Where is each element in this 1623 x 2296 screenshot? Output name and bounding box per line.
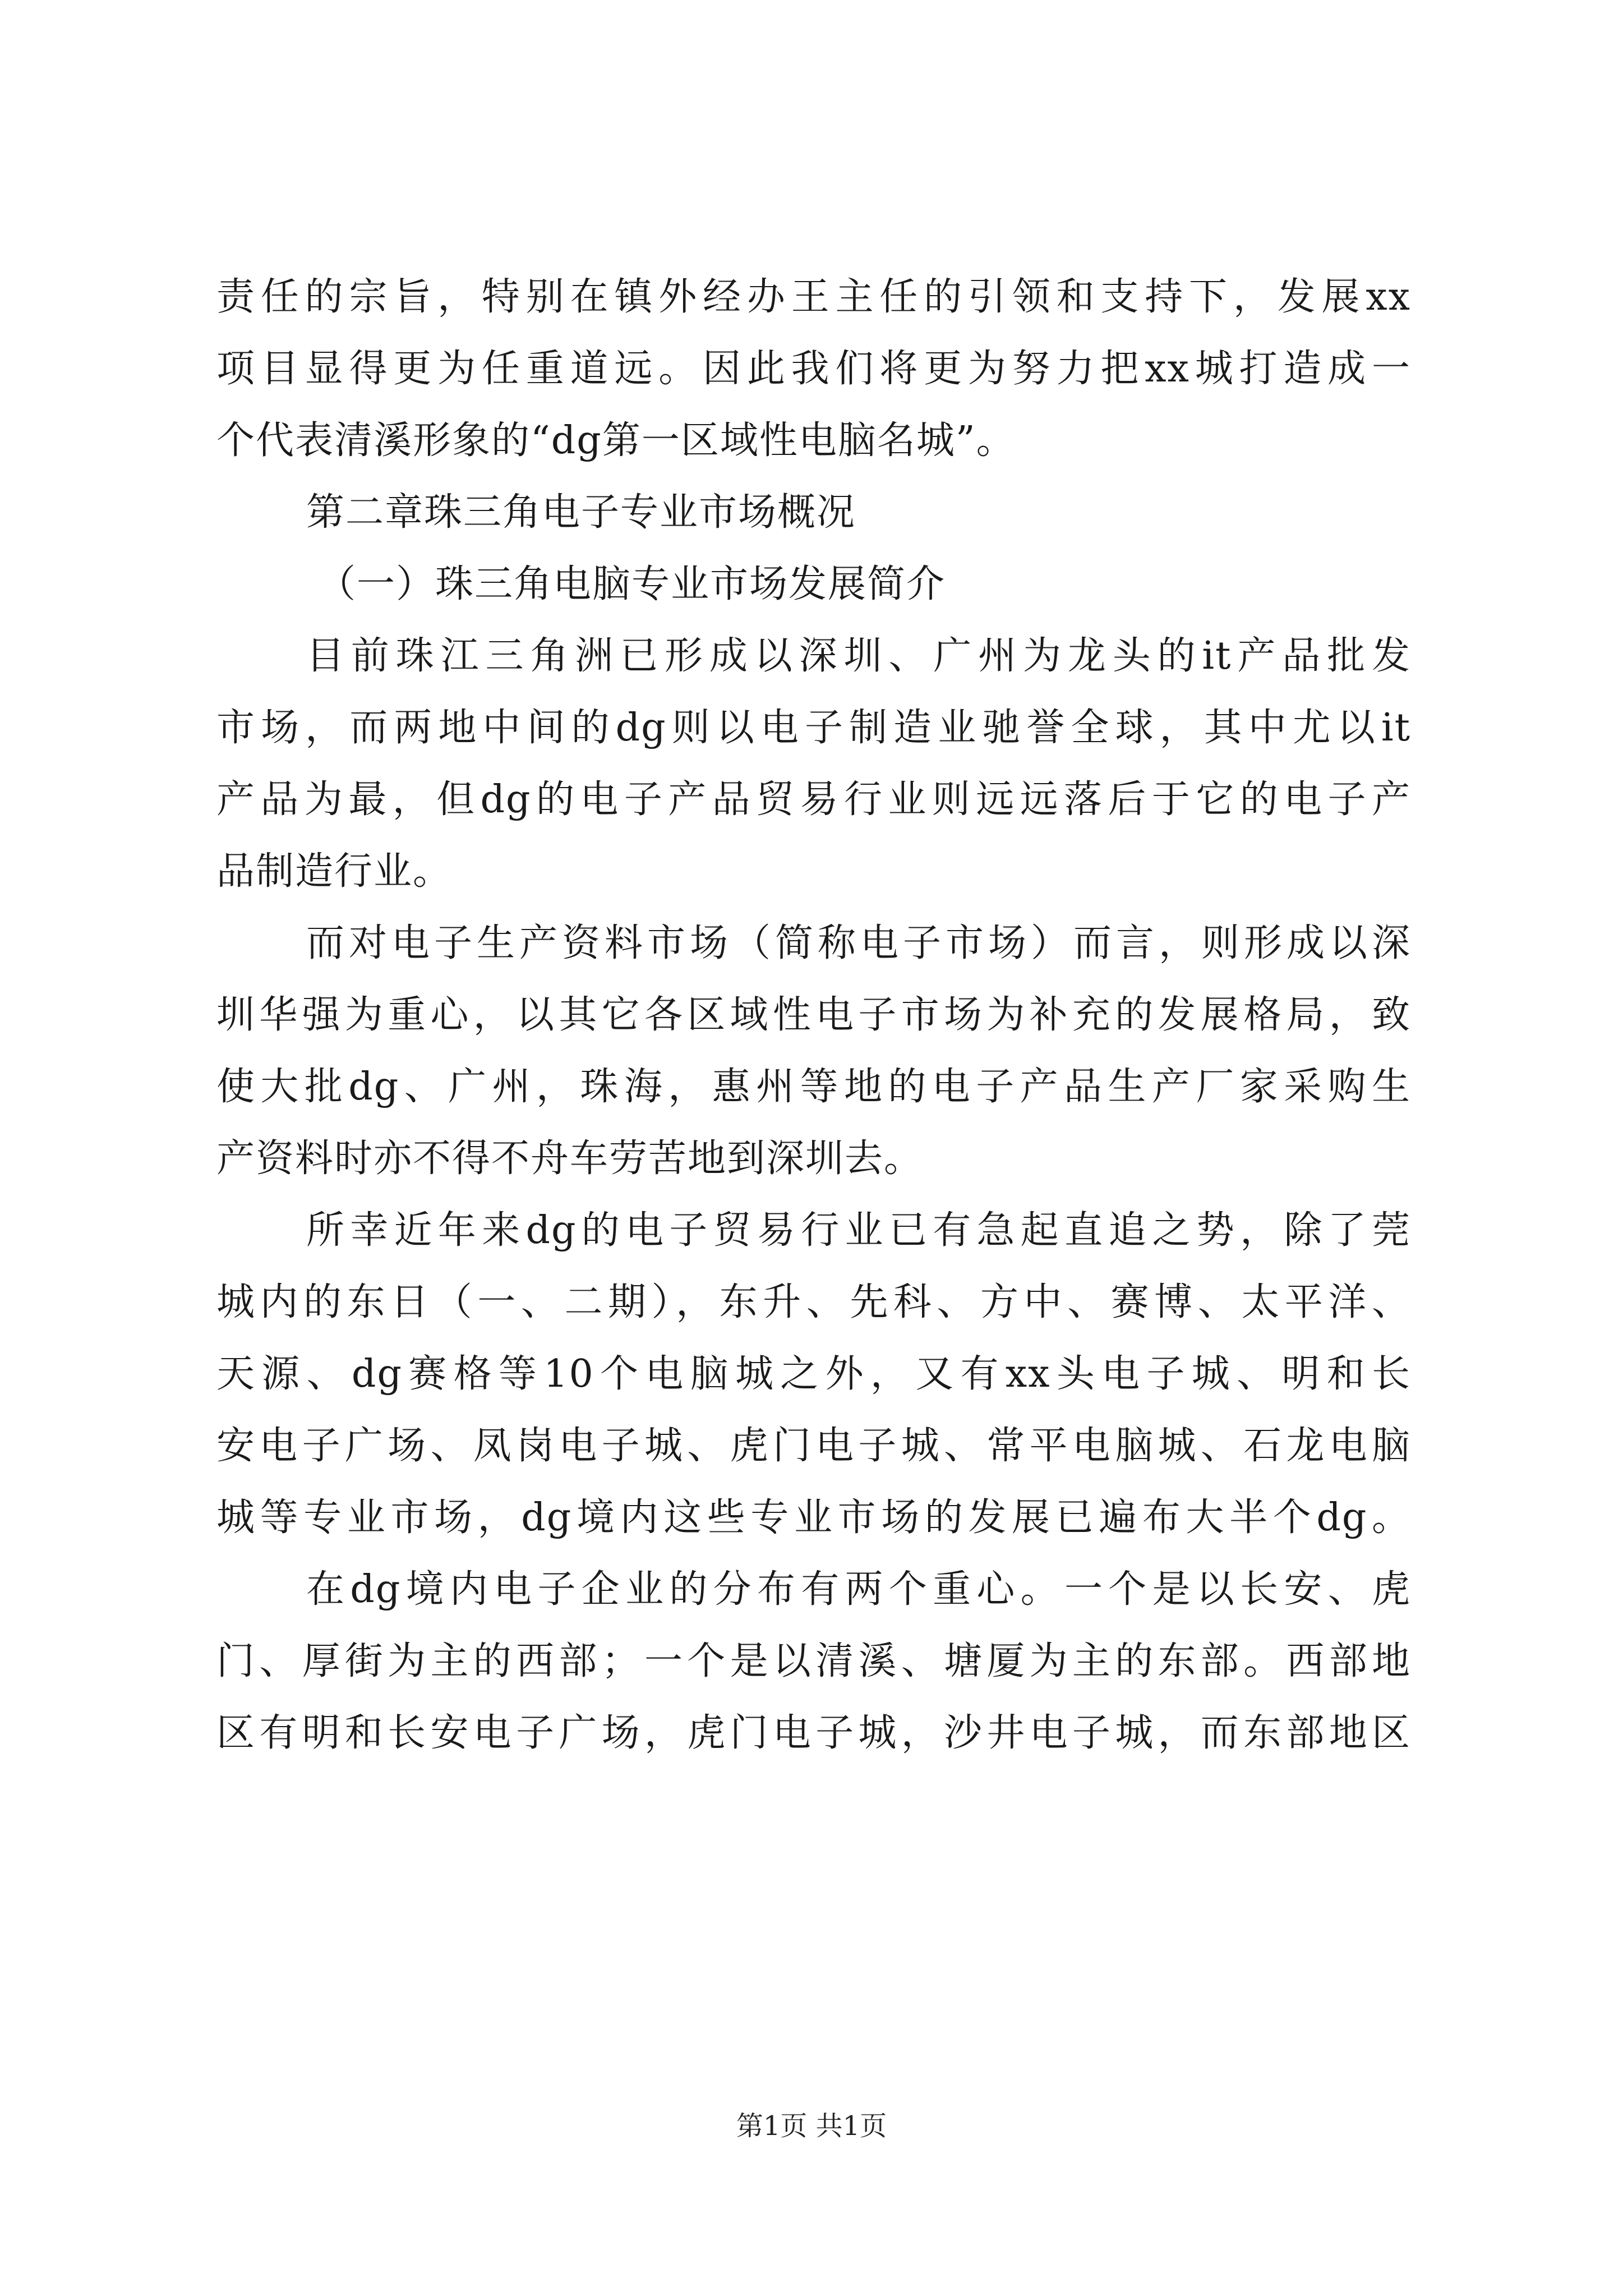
paragraph-line: 区有明和长安电子广场，虎门电子城，沙井电子城，而东部地区	[216, 1711, 1411, 1755]
paragraph-line: 所幸近年来dg的电子贸易行业已有急起直追之势，除了莞	[306, 1208, 1411, 1253]
chapter-heading: 第二章珠三角电子专业市场概况	[306, 490, 856, 535]
paragraph-line: 城等专业市场，dg境内这些专业市场的发展已遍布大半个dg。	[216, 1496, 1411, 1540]
paragraph-line: 在dg境内电子企业的分布有两个重心。一个是以长安、虎	[306, 1567, 1411, 1612]
paragraph-line: 门、厚街为主的西部；一个是以清溪、塘厦为主的东部。西部地	[216, 1639, 1411, 1683]
section-heading: （一）珠三角电脑专业市场发展简介	[317, 562, 946, 606]
paragraph-line: 天源、dg赛格等10个电脑城之外，又有xx头电子城、明和长	[216, 1352, 1411, 1396]
paragraph-line: 而对电子生产资料市场（简称电子市场）而言，则形成以深	[306, 921, 1411, 965]
document-body	[216, 269, 1411, 1777]
page-footer: 第1页 共1页	[736, 2110, 887, 2142]
paragraph-line: 项目显得更为任重道远。因此我们将更为努力把xx城打造成一	[216, 347, 1411, 391]
paragraph-line: 产资料时亦不得不舟车劳苦地到深圳去。	[216, 1137, 924, 1181]
paragraph-line: 安电子广场、凤岗电子城、虎门电子城、常平电脑城、石龙电脑	[216, 1424, 1411, 1468]
paragraph-line: 市场，而两地中间的dg则以电子制造业驰誉全球，其中尤以it	[216, 706, 1411, 750]
paragraph-line: 个代表清溪形象的“dg第一区域性电脑名城”。	[216, 418, 1016, 463]
paragraph-line: 产品为最，但dg的电子产品贸易行业则远远落后于它的电子产	[216, 777, 1411, 822]
paragraph-line: 圳华强为重心，以其它各区域性电子市场为补充的发展格局，致	[216, 993, 1411, 1037]
paragraph-line: 目前珠江三角洲已形成以深圳、广州为龙头的it产品批发	[306, 634, 1411, 678]
paragraph-line: 城内的东日（一、二期），东升、先科、方中、赛博、太平洋、	[216, 1280, 1411, 1324]
paragraph-line: 使大批dg、广州，珠海，惠州等地的电子产品生产厂家采购生	[216, 1065, 1411, 1109]
paragraph-line: 责任的宗旨，特别在镇外经办王主任的引领和支持下，发展xx	[216, 275, 1411, 319]
paragraph-line: 品制造行业。	[216, 849, 453, 894]
